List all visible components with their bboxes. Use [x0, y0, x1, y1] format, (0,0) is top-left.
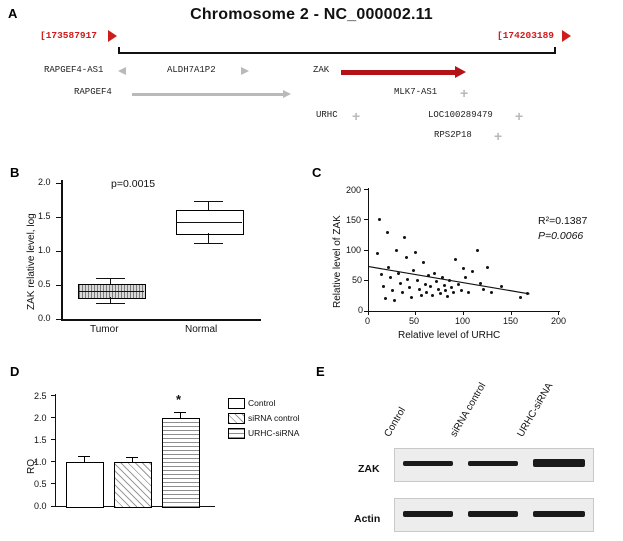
panel-d-errorcap-urhc-sirna: [174, 412, 186, 413]
left-coordinate-bracket: [173587917: [40, 30, 98, 41]
panel-c-data-point: [433, 272, 436, 275]
panel-d-bar-control: [66, 462, 104, 508]
panel-c-letter: C: [312, 165, 322, 180]
panel-b-ytick-1: 0.5: [38, 279, 51, 289]
panel-d-ytick-mark-20: [51, 417, 55, 418]
panel-d-ytick-15: 1.5: [34, 435, 47, 445]
gene-label-rapgef4-as1: RAPGEF4-AS1: [44, 65, 104, 75]
panel-d-bar-sirna-control: [114, 462, 152, 508]
panel-c-data-point: [457, 283, 460, 286]
panel-d-ytick-mark-25: [51, 395, 55, 396]
panel-b-ytick-mark-0: [56, 319, 61, 320]
panel-c-data-point: [420, 294, 423, 297]
panel-d-errorcap-sirna-control: [126, 457, 138, 458]
panel-b-xtick-tumor: Tumor: [90, 324, 119, 335]
panel-c-xtick-50: 50: [409, 316, 420, 326]
panel-b-x-axis: [61, 319, 261, 321]
panel-e-lane-label-sirna-control: siRNA control: [448, 381, 489, 439]
panel-c-data-point: [454, 258, 457, 261]
zak-arrow-icon: [455, 66, 466, 78]
panel-b-y-axis: [61, 180, 63, 320]
panel-c-trendline: [310, 160, 623, 345]
panel-a: [0, 0, 623, 155]
panel-d-y-axis-title: RQ: [26, 459, 37, 474]
rapgef4-as1-arrow-icon: [118, 67, 126, 75]
panel-c-data-point: [401, 291, 404, 294]
panel-b-median-normal: [176, 222, 242, 223]
panel-c-data-point: [414, 251, 417, 254]
panel-e-blot-name-actin: Actin: [354, 513, 381, 525]
panel-c-data-point: [393, 299, 396, 302]
gene-label-rps2p18: RPS2P18: [434, 130, 472, 140]
panel-e-band-actin-sirna-control: [468, 511, 518, 517]
rapgef4-arrow-icon: [283, 90, 291, 98]
panel-b-median-tumor: [78, 291, 144, 292]
panel-b: [8, 160, 298, 340]
panel-c-data-point: [500, 285, 503, 288]
panel-c-data-point: [384, 297, 387, 300]
gene-label-zak: ZAK: [313, 65, 330, 75]
panel-b-ytick-mark-3: [56, 217, 61, 218]
panel-d-legend-label-urhc-sirna: URHC-siRNA: [248, 428, 300, 438]
panel-c-data-point: [424, 283, 427, 286]
panel-c-data-point: [376, 252, 379, 255]
panel-d-ytick-mark-15: [51, 439, 55, 440]
panel-d: [0, 362, 310, 541]
panel-c-data-point: [431, 294, 434, 297]
urhc-plus-icon: +: [352, 108, 361, 124]
panel-c-data-point: [418, 288, 421, 291]
panel-c-data-point: [460, 289, 463, 292]
panel-d-significance-marker: *: [176, 392, 182, 407]
panel-d-bar-urhc-sirna: [162, 418, 200, 508]
panel-c-data-point: [486, 266, 489, 269]
panel-d-errorbar-control: [84, 456, 85, 463]
panel-e-lane-label-urhc-sirna: URHC-siRNA: [515, 381, 556, 439]
loc100289479-plus-icon: +: [515, 108, 524, 124]
panel-c-data-point: [422, 261, 425, 264]
panel-e-band-zak-sirna-control: [468, 461, 518, 466]
panel-d-letter: D: [10, 364, 20, 379]
panel-c-data-point: [462, 267, 465, 270]
panel-b-cap-top-tumor: [96, 278, 125, 279]
panel-c-data-point: [405, 256, 408, 259]
panel-b-ytick-4: 2.0: [38, 177, 51, 187]
panel-c-ytick-0: 0: [358, 305, 364, 315]
panel-c-data-point: [399, 282, 402, 285]
panel-c-data-point: [479, 282, 482, 285]
panel-c: [310, 160, 623, 345]
panel-e-band-actin-urhc-sirna: [533, 511, 585, 517]
panel-e-letter: E: [316, 364, 325, 379]
panel-d-errorcap-control: [78, 456, 90, 457]
panel-b-y-axis-title: ZAK relative level, log: [26, 213, 37, 310]
panel-d-ytick-mark-10: [51, 461, 55, 462]
panel-c-y-axis-title: Relative level of ZAK: [332, 215, 343, 308]
panel-d-ytick-25: 2.5: [34, 391, 47, 401]
panel-c-xtick-150: 150: [503, 316, 519, 326]
panel-c-r-squared: R²=0.1387: [538, 215, 588, 227]
panel-b-xtick-normal: Normal: [185, 324, 218, 335]
panel-b-cap-top-normal: [194, 201, 223, 202]
gene-label-aldh7a1p2: ALDH7A1P2: [167, 65, 216, 75]
panel-b-ytick-mark-1: [56, 285, 61, 286]
panel-d-ytick-mark-05: [51, 483, 55, 484]
panel-c-data-point: [471, 270, 474, 273]
panel-b-pvalue: p=0.0015: [111, 178, 156, 190]
panel-c-data-point: [519, 296, 522, 299]
panel-c-data-point: [437, 288, 440, 291]
gene-label-mlk7-as1: MLK7-AS1: [394, 87, 438, 97]
panel-a-letter: A: [8, 6, 18, 21]
panel-b-ytick-3: 1.5: [38, 211, 51, 221]
panel-d-legend-label-sirna-control: siRNA control: [248, 413, 300, 423]
panel-c-ytick-50: 50: [352, 275, 363, 285]
rps2p18-plus-icon: +: [494, 128, 503, 144]
panel-c-ytick-150: 150: [346, 215, 362, 225]
right-coordinate-arrow-icon: [562, 30, 571, 42]
panel-d-ytick-20: 2.0: [34, 413, 47, 423]
panel-b-cap-bottom-tumor: [96, 303, 125, 304]
panel-c-xtick-200: 200: [551, 316, 567, 326]
panel-e-blot-name-zak: ZAK: [358, 463, 380, 475]
axis-tick-right: [554, 47, 556, 54]
panel-c-xtick-0: 0: [365, 316, 371, 326]
panel-b-cap-bottom-normal: [194, 243, 223, 244]
mlk7-as1-plus-icon: +: [460, 85, 469, 101]
panel-c-data-point: [378, 218, 381, 221]
axis-tick-left: [118, 47, 120, 54]
rapgef4-gene-bar: [132, 93, 284, 96]
panel-d-legend-swatch-urhc-sirna: [228, 428, 245, 439]
panel-d-legend-swatch-control: [228, 398, 245, 409]
panel-c-data-point: [395, 249, 398, 252]
panel-c-scatter-plot: [310, 160, 623, 345]
gene-label-urhc: URHC: [316, 110, 338, 120]
panel-c-data-point: [416, 279, 419, 282]
panel-b-whisker-top-normal: [208, 201, 209, 210]
panel-b-ytick-mark-4: [56, 183, 61, 184]
panel-d-legend-label-control: Control: [248, 398, 276, 408]
panel-d-ytick-05: 0.5: [34, 479, 47, 489]
panel-b-ytick-mark-2: [56, 251, 61, 252]
panel-c-xtick-100: 100: [455, 316, 471, 326]
panel-d-y-axis: [55, 394, 56, 507]
panel-e-band-actin-control: [403, 511, 453, 517]
right-coordinate-bracket: [174203189: [497, 30, 555, 41]
panel-c-data-point: [403, 236, 406, 239]
gene-label-loc100289479: LOC100289479: [428, 110, 493, 120]
panel-d-legend-swatch-sirna-control: [228, 413, 245, 424]
panel-e-lane-label-control: Control: [382, 405, 409, 439]
panel-e-blot-strip-zak: [394, 448, 594, 482]
panel-e-band-zak-urhc-sirna: [533, 459, 585, 467]
panel-d-ytick-00: 0.0: [34, 501, 47, 511]
panel-b-letter: B: [10, 165, 20, 180]
panel-e: [312, 362, 623, 541]
panel-c-pvalue: P=0.0066: [538, 230, 584, 242]
panel-c-data-point: [397, 272, 400, 275]
panel-c-data-point: [443, 284, 446, 287]
chromosome-axis: [118, 52, 556, 54]
panel-c-x-axis-title: Relative level of URHC: [398, 330, 501, 341]
panel-b-ytick-0: 0.0: [38, 313, 51, 323]
panel-d-ytick-mark-00: [51, 506, 55, 507]
panel-d-errorbar-urhc-sirna: [180, 412, 181, 419]
panel-e-band-zak-control: [403, 461, 453, 466]
panel-c-data-point: [441, 276, 444, 279]
gene-label-rapgef4: RAPGEF4: [74, 87, 112, 97]
zak-gene-bar: [341, 70, 457, 75]
panel-c-data-point: [382, 285, 385, 288]
panel-d-ytick-10: 1.0: [34, 457, 47, 467]
panel-c-data-point: [476, 249, 479, 252]
aldh7a1p2-arrow-icon: [241, 67, 249, 75]
panel-c-ytick-200: 200: [346, 185, 362, 195]
left-coordinate-arrow-icon: [108, 30, 117, 42]
panel-c-ytick-100: 100: [346, 245, 362, 255]
panel-a-title: Chromosome 2 - NC_000002.11: [190, 6, 433, 23]
panel-b-whisker-bottom-normal: [208, 233, 209, 243]
panel-c-data-point: [380, 273, 383, 276]
panel-e-blot-strip-actin: [394, 498, 594, 532]
panel-b-ytick-2: 1.0: [38, 245, 51, 255]
